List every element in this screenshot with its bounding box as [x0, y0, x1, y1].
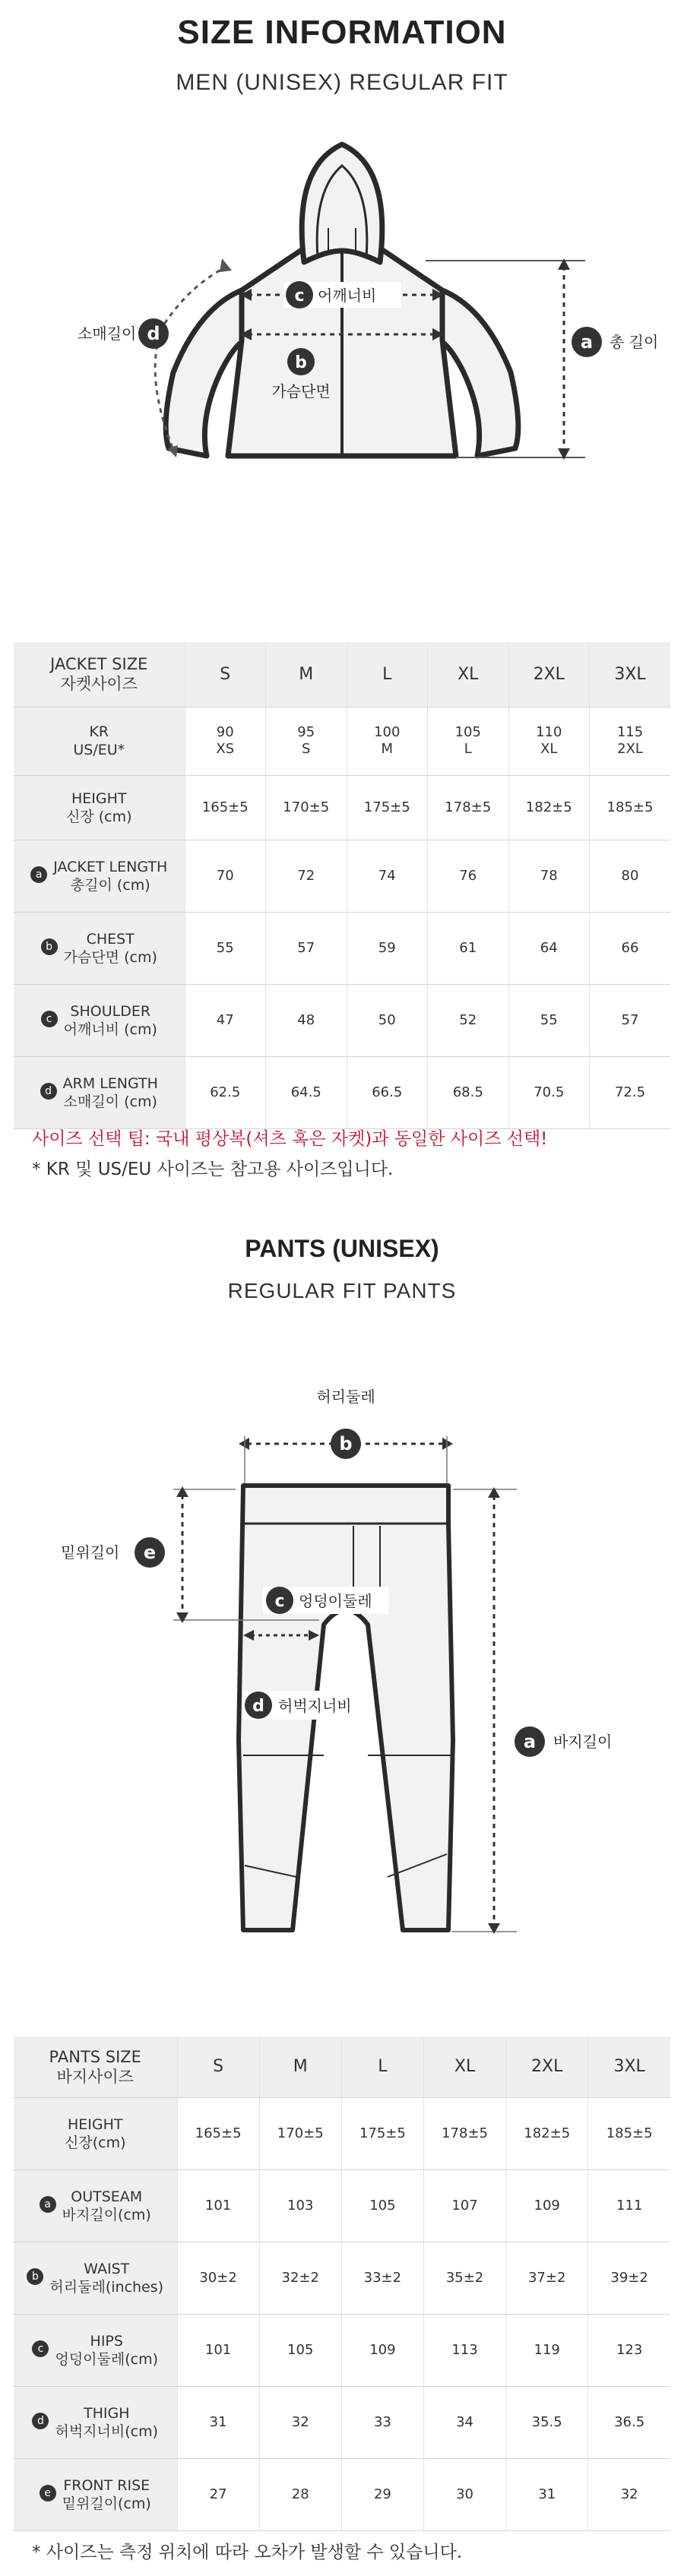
row-label-en: HIPS: [90, 2332, 123, 2350]
table-cell: 101: [177, 2169, 259, 2242]
row-badge: d: [40, 1083, 57, 1100]
row-label-ko: 소매길이 (cm): [63, 1093, 157, 1110]
size-column-header: S: [185, 642, 266, 707]
table-cell: 55: [508, 984, 590, 1056]
size-column-header: M: [259, 2036, 341, 2097]
table-cell: 39±2: [588, 2242, 670, 2314]
table-cell: 182±5: [506, 2097, 588, 2169]
row-badge: b: [27, 2268, 43, 2285]
label-a-text: 총 길이: [610, 333, 659, 351]
row-label-cell: [14, 984, 185, 1056]
pants-subtitle: REGULAR FIT PANTS: [227, 1279, 457, 1302]
label-e: [61, 1537, 165, 1568]
table-cell: 32±2: [259, 2242, 341, 2314]
table-cell: 36.5: [588, 2386, 670, 2458]
table-cell: 101: [177, 2314, 259, 2386]
hips-label: [263, 1587, 388, 1614]
table-cell: 35.5: [506, 2386, 588, 2458]
table-cell: 109: [341, 2314, 423, 2386]
table-cell: 175±5: [347, 775, 428, 840]
table-cell: 37±2: [506, 2242, 588, 2314]
row-label-cell: [14, 775, 185, 840]
table-cell: 33±2: [341, 2242, 423, 2314]
table-cell: 32: [588, 2458, 670, 2530]
row-badge: a: [30, 866, 47, 883]
table-row: [14, 912, 670, 984]
row-label-en: OUTSEAM: [71, 2188, 143, 2205]
label-d-text: 소매길이: [78, 324, 137, 343]
row-label-cell: [14, 2242, 177, 2314]
row-label-en: HEIGHT: [71, 790, 127, 807]
row-badge: c: [32, 2340, 49, 2357]
table-cell: 165±5: [177, 2097, 259, 2169]
row-badge: c: [41, 1011, 58, 1027]
table-cell: 74: [347, 840, 428, 912]
table-cell: 105: [341, 2169, 423, 2242]
size-column-header: 2XL: [506, 2036, 588, 2097]
size-note: * KR 및 US/EU 사이즈는 참고용 사이즈입니다.: [32, 1160, 394, 1179]
label-a: [515, 1726, 612, 1757]
row-label-cell: [14, 912, 185, 984]
row-label-ko: 총길이 (cm): [70, 876, 150, 894]
page-title: SIZE INFORMATION: [177, 14, 507, 51]
label-d-letter: d: [252, 1697, 264, 1716]
table-cell: 100 M: [347, 707, 428, 775]
row-label-en: JACKET LENGTH: [53, 858, 168, 875]
table-cell: 47: [185, 984, 266, 1056]
table-cell: 29: [341, 2458, 423, 2530]
table-cell: 31: [177, 2386, 259, 2458]
size-column-header: L: [341, 2036, 423, 2097]
table-cell: 70.5: [508, 1056, 590, 1128]
table-row: [14, 1056, 670, 1128]
table-cell: 123: [588, 2314, 670, 2386]
table-cell: 103: [259, 2169, 341, 2242]
table-cell: 170±5: [259, 2097, 341, 2169]
size-column-header: XL: [423, 2036, 505, 2097]
label-e-letter: e: [143, 1542, 157, 1563]
pants-title: PANTS (UNISEX): [245, 1235, 439, 1262]
label-b-text: 가슴단면: [271, 382, 331, 400]
table-cell: 182±5: [508, 775, 590, 840]
table-cell: 30±2: [177, 2242, 259, 2314]
table-cell: 90 XS: [185, 707, 266, 775]
table-cell: 70: [185, 840, 266, 912]
table-cell: 33: [341, 2386, 423, 2458]
pants-note: * 사이즈는 측정 위치에 따라 오차가 발생할 수 있습니다.: [32, 2543, 463, 2562]
table-cell: 50: [347, 984, 428, 1056]
label-a-letter: a: [523, 1731, 537, 1752]
size-header-cell: JACKET SIZE 자켓사이즈: [14, 642, 185, 707]
size-column-header: 2XL: [508, 642, 590, 707]
row-label-ko: 어깨너비 (cm): [63, 1021, 157, 1038]
size-header-cell: PANTS SIZE 바지사이즈: [14, 2036, 177, 2097]
table-cell: 57: [266, 912, 347, 984]
row-label-en: SHOULDER: [70, 1002, 151, 1020]
table-cell: 61: [428, 912, 509, 984]
label-c-text: 엉덩이둘레: [299, 1592, 372, 1610]
table-row: [14, 840, 670, 912]
table-cell: 107: [423, 2169, 505, 2242]
table-cell: 68.5: [428, 1056, 509, 1128]
table-cell: 31: [506, 2458, 588, 2530]
pants-diagram: [0, 1345, 684, 2014]
table-cell: 34: [423, 2386, 505, 2458]
table-row: [14, 2386, 670, 2458]
size-column-header: 3XL: [590, 642, 671, 707]
table-cell: 59: [347, 912, 428, 984]
row-label-en: KR: [89, 723, 109, 740]
table-cell: 57: [590, 984, 671, 1056]
label-c-text: 어깨너비: [318, 286, 377, 305]
table-header-row: [14, 2036, 670, 2097]
label-b-text: 허리둘레: [316, 1388, 375, 1406]
row-label-ko: 허리둘레(inches): [49, 2278, 164, 2296]
row-label-cell: [14, 2458, 177, 2530]
row-label-ko: 신장 (cm): [65, 808, 132, 825]
table-row: [14, 984, 670, 1056]
table-cell: 170±5: [266, 775, 347, 840]
table-row: [14, 2169, 670, 2242]
size-column-header: S: [177, 2036, 259, 2097]
table-cell: 119: [506, 2314, 588, 2386]
table-cell: 95 S: [266, 707, 347, 775]
size-column-header: M: [266, 642, 347, 707]
table-cell: 78: [508, 840, 590, 912]
label-e-text: 밑위길이: [61, 1543, 120, 1562]
label-b-letter: b: [295, 353, 307, 372]
table-cell: 66: [590, 912, 671, 984]
label-d: [78, 318, 169, 349]
jacket-diagram: [0, 122, 684, 471]
label-b: [316, 1388, 375, 1459]
label-b-letter: b: [339, 1433, 353, 1454]
label-a-text: 바지길이: [553, 1733, 613, 1751]
label-a-letter: a: [580, 331, 594, 353]
table-cell: 178±5: [423, 2097, 505, 2169]
table-cell: 55: [185, 912, 266, 984]
label-c-letter: c: [274, 1592, 285, 1611]
row-label-cell: [14, 707, 185, 775]
jacket-size-table: [14, 642, 670, 1129]
outseam-measure: [451, 1487, 517, 1934]
table-cell: 27: [177, 2458, 259, 2530]
label-c-letter: c: [294, 286, 305, 305]
table-cell: 178±5: [428, 775, 509, 840]
table-cell: 113: [423, 2314, 505, 2386]
table-cell: 111: [588, 2169, 670, 2242]
table-cell: 48: [266, 984, 347, 1056]
row-label-ko: US/EU*: [73, 742, 125, 758]
row-label-en: CHEST: [86, 930, 135, 948]
row-badge: a: [40, 2196, 56, 2213]
row-label-en: HEIGHT: [67, 2116, 123, 2133]
table-cell: 115 2XL: [590, 707, 671, 775]
table-cell: 80: [590, 840, 671, 912]
row-label-ko: 밑위길이(cm): [62, 2495, 151, 2512]
table-cell: 64: [508, 912, 590, 984]
table-cell: 110 XL: [508, 707, 590, 775]
label-a: [572, 327, 658, 357]
size-tip: 사이즈 선택 팁: 국내 평상복(셔츠 혹은 자켓)과 동일한 사이즈 선택!: [32, 1129, 548, 1149]
table-cell: 62.5: [185, 1056, 266, 1128]
row-label-en: ARM LENGTH: [62, 1074, 158, 1092]
row-label-ko: 허벅지너비(cm): [55, 2423, 159, 2440]
size-column-header: XL: [428, 642, 509, 707]
label-c: [284, 281, 401, 309]
table-cell: 185±5: [590, 775, 671, 840]
table-row: [14, 2242, 670, 2314]
table-row: [14, 775, 670, 840]
page-subtitle: MEN (UNISEX) REGULAR FIT: [176, 70, 508, 95]
row-label-cell: [14, 1056, 185, 1128]
label-d-text: 허벅지너비: [278, 1697, 352, 1715]
label-d: [243, 1691, 369, 1720]
size-column-header: 3XL: [588, 2036, 670, 2097]
table-cell: 109: [506, 2169, 588, 2242]
table-cell: 52: [428, 984, 509, 1056]
row-label-ko: 바지길이(cm): [62, 2206, 151, 2223]
table-header-row: [14, 642, 670, 707]
row-label-cell: [14, 2169, 177, 2242]
row-label-cell: [14, 2314, 177, 2386]
row-label-cell: [14, 840, 185, 912]
table-cell: 175±5: [341, 2097, 423, 2169]
table-cell: 64.5: [266, 1056, 347, 1128]
row-label-en: WAIST: [84, 2260, 130, 2277]
pants-size-table: [14, 2036, 670, 2531]
table-cell: 35±2: [423, 2242, 505, 2314]
row-label-cell: [14, 2097, 177, 2169]
table-cell: 105 L: [428, 707, 509, 775]
row-label-ko: 엉덩이둘레(cm): [55, 2350, 159, 2368]
table-cell: 76: [428, 840, 509, 912]
table-row: [14, 2097, 670, 2169]
row-badge: b: [41, 938, 58, 955]
row-label-ko: 신장(cm): [65, 2134, 126, 2151]
table-cell: 105: [259, 2314, 341, 2386]
label-d-letter: d: [147, 323, 160, 344]
table-cell: 72.5: [590, 1056, 671, 1128]
row-badge: d: [32, 2413, 49, 2429]
table-cell: 30: [423, 2458, 505, 2530]
row-label-en: THIGH: [83, 2404, 130, 2422]
table-cell: 32: [259, 2386, 341, 2458]
table-cell: 72: [266, 840, 347, 912]
table-cell: 28: [259, 2458, 341, 2530]
table-cell: 185±5: [588, 2097, 670, 2169]
table-row: [14, 2458, 670, 2530]
table-cell: 66.5: [347, 1056, 428, 1128]
table-cell: 165±5: [185, 775, 266, 840]
table-row: [14, 707, 670, 775]
row-label-en: FRONT RISE: [63, 2476, 150, 2494]
row-label-cell: [14, 2386, 177, 2458]
table-row: [14, 2314, 670, 2386]
row-label-ko: 가슴단면 (cm): [63, 948, 157, 966]
size-column-header: L: [347, 642, 428, 707]
row-badge: e: [40, 2485, 56, 2502]
